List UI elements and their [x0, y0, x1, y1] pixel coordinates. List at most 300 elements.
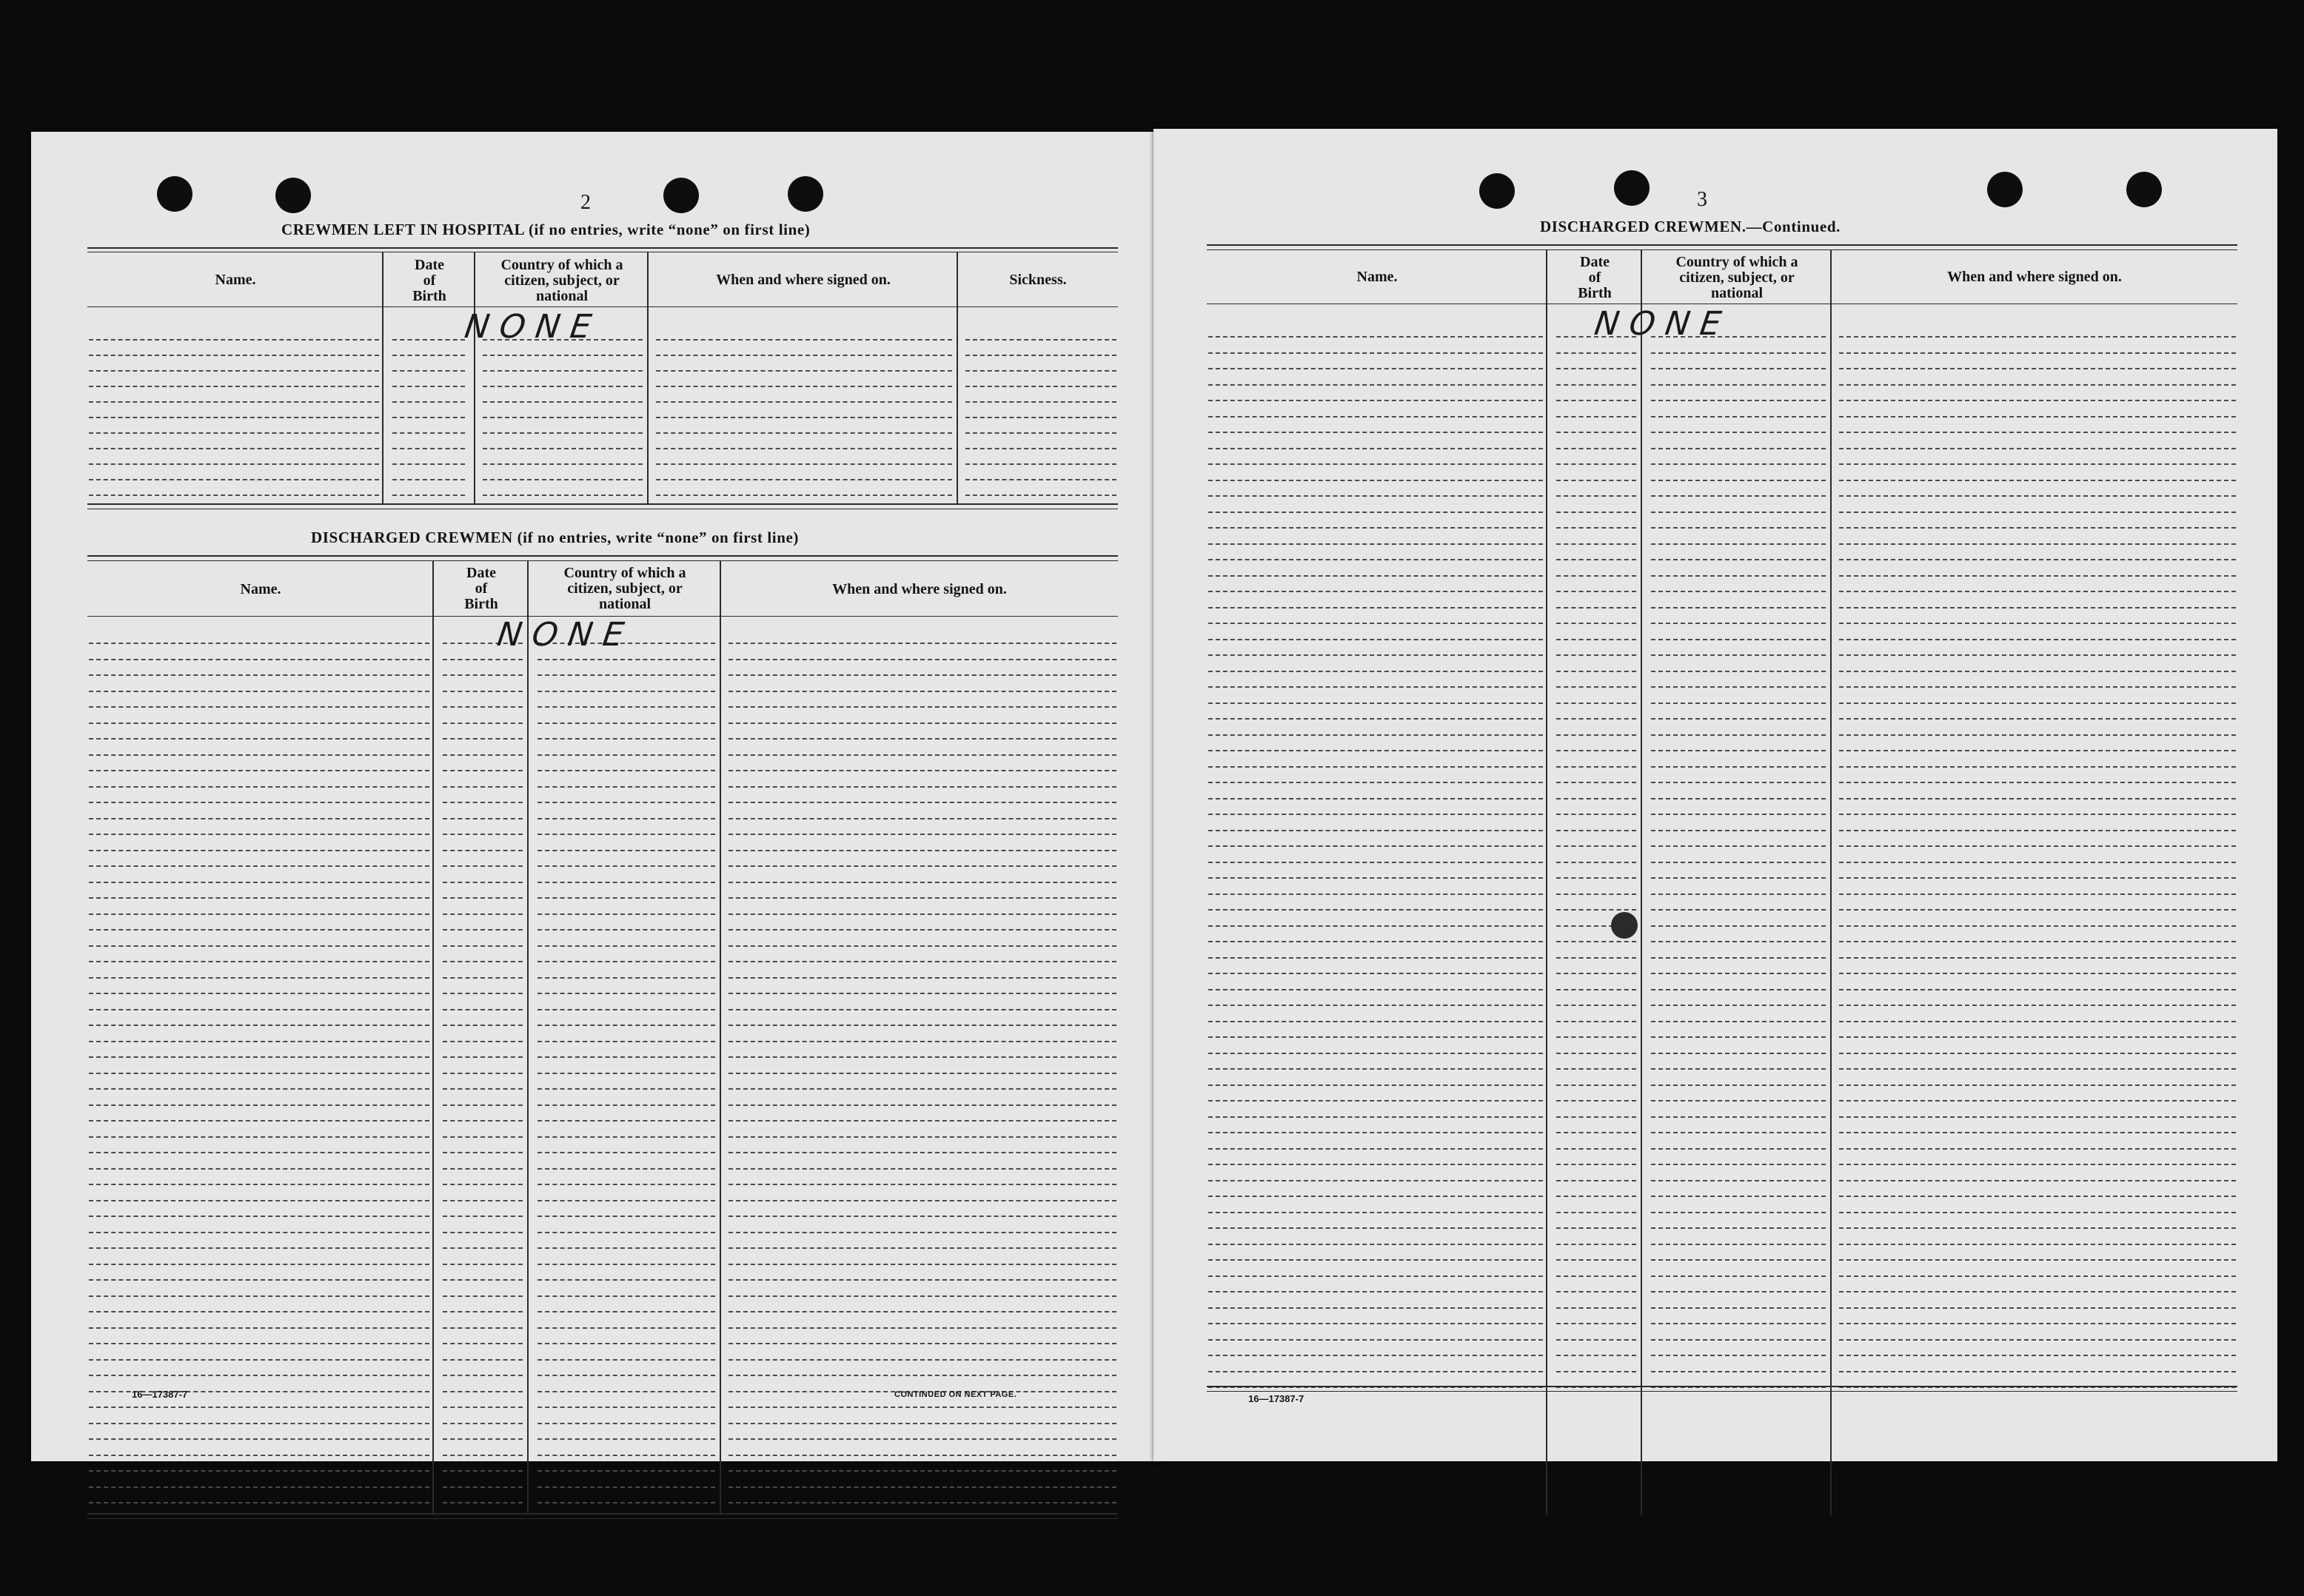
table-bottom-rule — [1207, 1386, 2237, 1387]
ruled-entry-line — [1839, 654, 2236, 656]
ruled-entry-line — [1208, 1244, 1543, 1245]
ruled-entry-line — [1651, 1291, 1826, 1292]
ruled-entry-line — [1839, 1068, 2236, 1070]
ruled-entry-line — [1556, 798, 1636, 799]
ruled-entry-line — [1208, 703, 1543, 704]
ruled-entry-line — [1208, 1084, 1543, 1086]
ruled-entry-line — [538, 1088, 715, 1090]
ruled-entry-line — [1208, 1275, 1543, 1277]
ruled-entry-line — [538, 1232, 715, 1233]
ruled-entry-line — [443, 882, 523, 883]
ruled-entry-line — [1208, 1021, 1543, 1022]
ruled-entry-line — [729, 1184, 1116, 1185]
ruled-entry-line — [1651, 973, 1826, 974]
ruled-entry-line — [1208, 798, 1543, 799]
ruled-entry-line — [1839, 607, 2236, 608]
ruled-entry-line — [1839, 1244, 2236, 1245]
ruled-entry-line — [1839, 941, 2236, 942]
ruled-entry-line — [89, 850, 429, 851]
ruled-entry-line — [538, 1025, 715, 1026]
ruled-entry-line — [443, 834, 523, 835]
ruled-entry-line — [1208, 527, 1543, 529]
ruled-entry-line — [729, 1279, 1116, 1281]
column-divider — [432, 560, 434, 1514]
ruled-entry-line — [443, 1056, 523, 1058]
column-header-country: Country of which a citizen, subject, or national — [500, 257, 623, 304]
ruled-entry-line — [443, 722, 523, 724]
ruled-entry-line — [89, 882, 429, 883]
ruled-entry-line — [89, 1295, 429, 1297]
ruled-entry-line — [1651, 957, 1826, 959]
ruled-entry-line — [1651, 1148, 1826, 1150]
ruled-entry-line — [1208, 1307, 1543, 1309]
ruled-entry-line — [1651, 1244, 1826, 1245]
ruled-entry-line — [1208, 336, 1543, 338]
ruled-entry-line — [1839, 384, 2236, 386]
ruled-entry-line — [89, 1184, 429, 1185]
ruled-entry-line — [538, 1168, 715, 1170]
ruled-entry-line — [443, 1502, 523, 1503]
ruled-entry-line — [1651, 639, 1826, 640]
ruled-entry-line — [1208, 480, 1543, 481]
ruled-entry-line — [1208, 400, 1543, 401]
column-header-name: Name. — [1356, 269, 1398, 285]
form-page-left — [31, 132, 1156, 1461]
ruled-entry-line — [1556, 814, 1636, 815]
ruled-entry-line — [443, 1264, 523, 1265]
ruled-entry-line — [1651, 703, 1826, 704]
ruled-entry-line — [1208, 877, 1543, 879]
ruled-entry-line — [89, 1088, 429, 1090]
table-top-rule — [87, 247, 1118, 249]
ruled-entry-line — [1651, 877, 1826, 879]
ruled-entry-line — [1556, 416, 1636, 418]
ruled-entry-line — [443, 1279, 523, 1281]
ruled-entry-line — [538, 1438, 715, 1440]
ruled-entry-line — [1556, 845, 1636, 847]
ruled-entry-line — [1208, 1132, 1543, 1133]
ruled-entry-line — [1208, 1005, 1543, 1006]
ruled-entry-line — [1208, 639, 1543, 640]
ruled-entry-line — [1556, 559, 1636, 560]
ruled-entry-line — [1556, 1116, 1636, 1118]
ruled-entry-line — [89, 355, 379, 356]
ruled-entry-line — [1556, 352, 1636, 354]
ruled-entry-line — [1208, 543, 1543, 545]
ruled-entry-line — [538, 1486, 715, 1488]
ruled-entry-line — [443, 738, 523, 740]
ruled-entry-line — [89, 818, 429, 819]
ruled-entry-line — [1839, 432, 2236, 433]
ruled-entry-line — [729, 1311, 1116, 1312]
ruled-entry-line — [1839, 1053, 2236, 1054]
ruled-entry-line — [538, 770, 715, 771]
column-header-signed-on: When and where signed on. — [1947, 269, 2122, 285]
ruled-entry-line — [1556, 1196, 1636, 1197]
ruled-entry-line — [89, 1406, 429, 1408]
ruled-entry-line — [538, 659, 715, 660]
ruled-entry-line — [1651, 480, 1826, 481]
ruled-entry-line — [656, 463, 952, 465]
ruled-entry-line — [1208, 750, 1543, 751]
ruled-entry-line — [1556, 1244, 1636, 1245]
ruled-entry-line — [1839, 973, 2236, 974]
ruled-entry-line — [729, 770, 1116, 771]
ruled-entry-line — [443, 1359, 523, 1361]
ruled-entry-line — [656, 370, 952, 372]
ruled-entry-line — [89, 1264, 429, 1265]
ruled-entry-line — [538, 1041, 715, 1042]
ruled-entry-line — [1839, 368, 2236, 369]
ruled-entry-line — [1208, 559, 1543, 560]
ruled-entry-line — [1651, 352, 1826, 354]
ruled-entry-line — [1839, 1291, 2236, 1292]
ruled-entry-line — [1556, 1164, 1636, 1165]
ruled-entry-line — [89, 961, 429, 962]
ruled-entry-line — [1651, 591, 1826, 592]
ruled-entry-line — [443, 1009, 523, 1010]
ruled-entry-line — [538, 1120, 715, 1121]
ruled-entry-line — [656, 432, 952, 434]
ruled-entry-line — [89, 1343, 429, 1344]
ruled-entry-line — [1556, 1053, 1636, 1054]
column-divider — [527, 560, 529, 1514]
ruled-entry-line — [729, 1025, 1116, 1026]
ruled-entry-line — [443, 977, 523, 979]
ruled-entry-line — [1839, 543, 2236, 545]
ruled-entry-line — [443, 1200, 523, 1201]
ruled-entry-line — [1556, 1259, 1636, 1261]
ruled-entry-line — [443, 1295, 523, 1297]
ruled-entry-line — [1839, 1307, 2236, 1309]
ruled-entry-line — [89, 1279, 429, 1281]
ruled-entry-line — [392, 494, 465, 496]
ruled-entry-line — [89, 674, 429, 676]
ruled-entry-line — [1651, 989, 1826, 990]
ruled-entry-line — [965, 448, 1116, 449]
ruled-entry-line — [443, 1073, 523, 1074]
ruled-entry-line — [1556, 1180, 1636, 1181]
ruled-entry-line — [729, 1343, 1116, 1344]
ruled-entry-line — [443, 1088, 523, 1090]
ruled-entry-line — [1208, 686, 1543, 688]
ruled-entry-line — [1208, 782, 1543, 783]
ruled-entry-line — [729, 1406, 1116, 1408]
ruled-entry-line — [1208, 495, 1543, 497]
ruled-entry-line — [89, 417, 379, 418]
ruled-entry-line — [1556, 909, 1636, 911]
ruled-entry-line — [538, 691, 715, 692]
ruled-entry-line — [443, 1343, 523, 1344]
ruled-entry-line — [538, 1264, 715, 1265]
ruled-entry-line — [1556, 1355, 1636, 1356]
ruled-entry-line — [538, 1391, 715, 1392]
ruled-entry-line — [1556, 591, 1636, 592]
ruled-entry-line — [729, 1502, 1116, 1503]
ruled-entry-line — [483, 479, 643, 480]
column-header-country: Country of which a citizen, subject, or national — [563, 565, 686, 612]
ruled-entry-line — [1208, 1323, 1543, 1324]
ruled-entry-line — [89, 448, 379, 449]
ruled-entry-line — [1651, 432, 1826, 433]
ruled-entry-line — [392, 417, 465, 418]
discharged-section-title: DISCHARGED CREWMEN (if no entries, write “none” on first line) — [311, 529, 799, 546]
ruled-entry-line — [443, 1216, 523, 1217]
ruled-entry-line — [1556, 941, 1636, 942]
ruled-entry-line — [1651, 1196, 1826, 1197]
ruled-entry-line — [1556, 718, 1636, 720]
ruled-entry-line — [1556, 1323, 1636, 1324]
ruled-entry-line — [538, 1200, 715, 1201]
punch-hole — [663, 178, 699, 213]
handwritten-none-entry: NONE — [1592, 305, 1734, 343]
ruled-entry-line — [1651, 766, 1826, 768]
ruled-entry-line — [1839, 1259, 2236, 1261]
table-top-rule — [1207, 244, 2237, 246]
ruled-entry-line — [392, 386, 465, 387]
ruled-entry-line — [729, 674, 1116, 676]
ruled-entry-line — [1839, 1371, 2236, 1372]
ruled-entry-line — [443, 1486, 523, 1488]
ruled-entry-line — [89, 463, 379, 465]
ruled-entry-line — [729, 1041, 1116, 1042]
ruled-entry-line — [1556, 957, 1636, 959]
ruled-entry-line — [1556, 654, 1636, 656]
ruled-entry-line — [443, 1327, 523, 1329]
ruled-entry-line — [729, 1327, 1116, 1329]
ruled-entry-line — [538, 1423, 715, 1424]
punch-hole — [275, 178, 311, 213]
ruled-entry-line — [89, 1152, 429, 1153]
ruled-entry-line — [89, 1120, 429, 1121]
ruled-entry-line — [1839, 703, 2236, 704]
ruled-entry-line — [538, 754, 715, 756]
ruled-entry-line — [538, 802, 715, 803]
ruled-entry-line — [89, 706, 429, 708]
ruled-entry-line — [729, 659, 1116, 660]
ruled-entry-line — [1208, 1180, 1543, 1181]
ruled-entry-line — [1651, 893, 1826, 895]
ruled-entry-line — [1208, 463, 1543, 465]
ruled-entry-line — [443, 1025, 523, 1026]
ruled-entry-line — [89, 1056, 429, 1058]
punch-hole — [1987, 172, 2023, 207]
ruled-entry-line — [89, 929, 429, 931]
ruled-entry-line — [1208, 512, 1543, 513]
ruled-entry-line — [538, 722, 715, 724]
ruled-entry-line — [538, 1279, 715, 1281]
ruled-entry-line — [1651, 368, 1826, 369]
column-header-dob: Date of Birth — [464, 565, 498, 612]
column-divider — [474, 252, 475, 503]
ruled-entry-line — [729, 754, 1116, 756]
ruled-entry-line — [729, 818, 1116, 819]
ruled-entry-line — [729, 1216, 1116, 1217]
hospital-section-title: CREWMEN LEFT IN HOSPITAL (if no entries, write “none” on first line) — [281, 221, 811, 238]
ruled-entry-line — [729, 1152, 1116, 1153]
ruled-entry-line — [1556, 480, 1636, 481]
ruled-entry-line — [1208, 1355, 1543, 1356]
ruled-entry-line — [538, 1502, 715, 1503]
ruled-entry-line — [1651, 623, 1826, 624]
ruled-entry-line — [1839, 448, 2236, 449]
ruled-entry-line — [1839, 1323, 2236, 1324]
table-bottom-rule — [87, 1518, 1118, 1519]
ruled-entry-line — [729, 1438, 1116, 1440]
ruled-entry-line — [1208, 416, 1543, 418]
ruled-entry-line — [538, 1295, 715, 1297]
ruled-entry-line — [1208, 591, 1543, 592]
ruled-entry-line — [538, 897, 715, 899]
ruled-entry-line — [965, 463, 1116, 465]
ruled-entry-line — [443, 754, 523, 756]
ruled-entry-line — [89, 1359, 429, 1361]
ruled-entry-line — [443, 659, 523, 660]
ruled-entry-line — [89, 802, 429, 803]
ruled-entry-line — [1208, 845, 1543, 847]
ruled-entry-line — [1556, 400, 1636, 401]
ruled-entry-line — [89, 401, 379, 403]
ruled-entry-line — [1556, 766, 1636, 768]
ruled-entry-line — [1556, 512, 1636, 513]
ruled-entry-line — [443, 674, 523, 676]
ruled-entry-line — [1839, 845, 2236, 847]
ruled-entry-line — [89, 1136, 429, 1138]
ruled-entry-line — [1556, 543, 1636, 545]
ruled-entry-line — [1208, 1212, 1543, 1213]
ruled-entry-line — [1651, 1339, 1826, 1341]
ruled-entry-line — [1651, 1068, 1826, 1070]
ruled-entry-line — [443, 1168, 523, 1170]
ruled-entry-line — [729, 1200, 1116, 1201]
ruled-entry-line — [1839, 877, 2236, 879]
ruled-entry-line — [538, 865, 715, 867]
ruled-entry-line — [443, 1232, 523, 1233]
ruled-entry-line — [1651, 909, 1826, 911]
ruled-entry-line — [1208, 1068, 1543, 1070]
ruled-entry-line — [538, 1136, 715, 1138]
ruled-entry-line — [729, 1423, 1116, 1424]
ruled-entry-line — [483, 401, 643, 403]
ruled-entry-line — [1208, 368, 1543, 369]
ruled-entry-line — [89, 738, 429, 740]
ruled-entry-line — [89, 1311, 429, 1312]
table-bottom-rule — [87, 1513, 1118, 1515]
column-divider — [1546, 249, 1547, 1515]
ruled-entry-line — [443, 1455, 523, 1456]
ruled-entry-line — [89, 913, 429, 915]
ruled-entry-line — [1208, 1053, 1543, 1054]
ruled-entry-line — [89, 1470, 429, 1472]
ruled-entry-line — [1839, 1164, 2236, 1165]
ruled-entry-line — [1208, 623, 1543, 624]
ruled-entry-line — [1651, 575, 1826, 577]
ruled-entry-line — [1651, 1036, 1826, 1038]
punch-hole — [1614, 170, 1650, 206]
ruled-entry-line — [1839, 639, 2236, 640]
ruled-entry-line — [443, 945, 523, 947]
ruled-entry-line — [1839, 734, 2236, 736]
ruled-entry-line — [1208, 1036, 1543, 1038]
ruled-entry-line — [1556, 893, 1636, 895]
ruled-entry-line — [1839, 798, 2236, 799]
ruled-entry-line — [1651, 1005, 1826, 1006]
ruled-entry-line — [538, 1343, 715, 1344]
ruled-entry-line — [729, 1470, 1116, 1472]
ruled-entry-line — [1208, 671, 1543, 672]
ruled-entry-line — [1208, 1259, 1543, 1261]
ruled-entry-line — [538, 913, 715, 915]
ruled-entry-line — [1839, 766, 2236, 768]
ruled-entry-line — [1839, 559, 2236, 560]
ruled-entry-line — [729, 1375, 1116, 1376]
ruled-entry-line — [443, 897, 523, 899]
ruled-entry-line — [1651, 1259, 1826, 1261]
ruled-entry-line — [483, 494, 643, 496]
discharged-continued-title: DISCHARGED CREWMEN.—Continued. — [1540, 218, 1841, 235]
ruled-entry-line — [1651, 750, 1826, 751]
ruled-entry-line — [443, 1470, 523, 1472]
ruled-entry-line — [1839, 686, 2236, 688]
ruled-entry-line — [538, 738, 715, 740]
ruled-entry-line — [1651, 1180, 1826, 1181]
ruled-entry-line — [1651, 798, 1826, 799]
ruled-entry-line — [443, 850, 523, 851]
page-number: 2 — [580, 191, 591, 214]
ruled-entry-line — [1651, 862, 1826, 863]
ruled-entry-line — [1556, 989, 1636, 990]
ruled-entry-line — [89, 897, 429, 899]
ruled-entry-line — [729, 706, 1116, 708]
ruled-entry-line — [392, 448, 465, 449]
ruled-entry-line — [89, 432, 379, 434]
ruled-entry-line — [1556, 1227, 1636, 1229]
ruled-entry-line — [538, 1247, 715, 1249]
ruled-entry-line — [1208, 1227, 1543, 1229]
ruled-entry-line — [1208, 1196, 1543, 1197]
ruled-entry-line — [729, 993, 1116, 994]
ruled-entry-line — [729, 691, 1116, 692]
ruled-entry-line — [1839, 671, 2236, 672]
ruled-entry-line — [392, 355, 465, 356]
ruled-entry-line — [1556, 1068, 1636, 1070]
ruled-entry-line — [89, 1455, 429, 1456]
ruled-entry-line — [656, 401, 952, 403]
ruled-entry-line — [1208, 1339, 1543, 1341]
ruled-entry-line — [1839, 1275, 2236, 1277]
ruled-entry-line — [443, 913, 523, 915]
ruled-entry-line — [89, 643, 429, 644]
ruled-entry-line — [1556, 862, 1636, 863]
ruled-entry-line — [1651, 845, 1826, 847]
ruled-entry-line — [1556, 686, 1636, 688]
ruled-entry-line — [1839, 750, 2236, 751]
ruled-entry-line — [656, 479, 952, 480]
ruled-entry-line — [443, 865, 523, 867]
ruled-entry-line — [729, 850, 1116, 851]
ruled-entry-line — [1208, 1148, 1543, 1150]
ruled-entry-line — [1556, 384, 1636, 386]
ruled-entry-line — [89, 1486, 429, 1488]
ruled-entry-line — [1651, 1053, 1826, 1054]
ruled-entry-line — [1208, 1116, 1543, 1118]
ruled-entry-line — [89, 1327, 429, 1329]
ruled-entry-line — [1556, 830, 1636, 831]
ruled-entry-line — [1208, 973, 1543, 974]
ruled-entry-line — [483, 448, 643, 449]
ruled-entry-line — [392, 463, 465, 465]
ruled-entry-line — [965, 386, 1116, 387]
